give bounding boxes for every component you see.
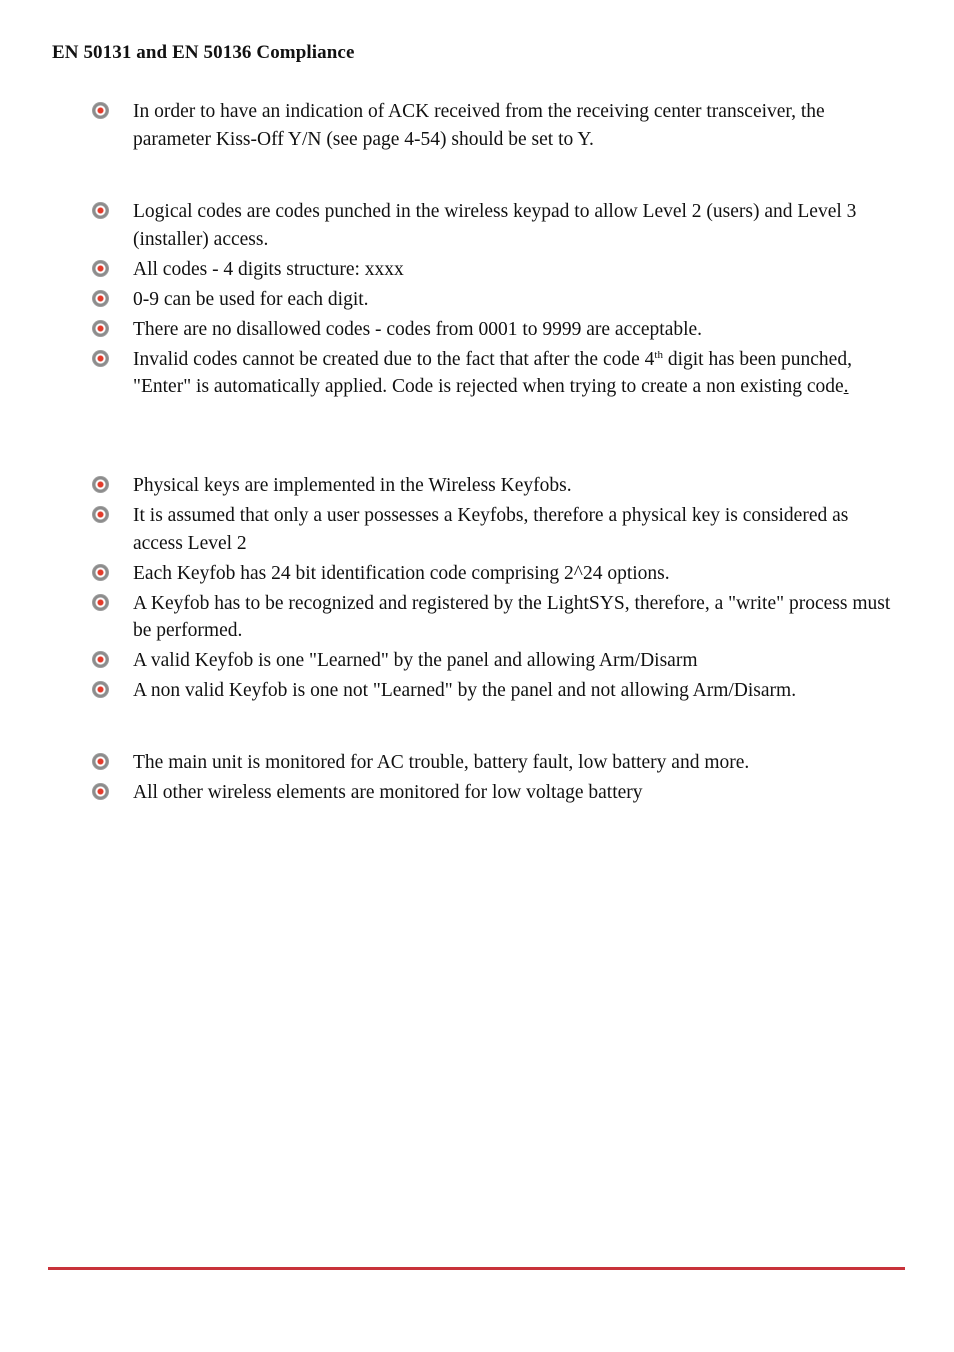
- list-item-text: All codes - 4 digits structure: xxxx: [133, 258, 404, 280]
- target-bullet-icon: [92, 350, 109, 367]
- target-bullet-icon: [92, 102, 109, 119]
- list-item: [90, 590, 902, 645]
- list-item: [90, 198, 902, 253]
- list-item: [90, 749, 902, 777]
- target-bullet-icon: [92, 202, 109, 219]
- list-item: [90, 256, 902, 284]
- list-item: [90, 346, 902, 401]
- page-title: EN 50131 and EN 50136 Compliance: [52, 42, 355, 63]
- list-item-text: Logical codes are codes punched in the wireless keypad to allow Level 2 (users) and Level 3 (installer) access.: [133, 201, 857, 250]
- list-item-text: In order to have an indication of ACK received from the receiving center transceiver, the parameter Kiss-Off Y/N (see page 4-54) should be set to Y.: [133, 101, 825, 150]
- list-item-text: A non valid Keyfob is one not "Learned" by the panel and not allowing Arm/Disarm.: [133, 680, 797, 701]
- bullet-list-logical-codes: [90, 198, 902, 403]
- list-item: [90, 502, 902, 557]
- list-item: [90, 779, 902, 807]
- target-bullet-icon: [92, 594, 109, 611]
- target-bullet-icon: [92, 320, 109, 337]
- list-item: [90, 677, 902, 705]
- target-bullet-icon: [92, 753, 109, 770]
- superscript-th: th: [654, 348, 663, 361]
- target-bullet-icon: [92, 506, 109, 523]
- list-item-text: A Keyfob has to be recognized and registered by the LightSYS, therefore, a "write" process must be performed.: [133, 592, 891, 641]
- target-bullet-icon: [92, 681, 109, 698]
- list-item-text: There are no disallowed codes - codes from 0001 to 9999 are acceptable.: [133, 318, 703, 340]
- list-item-text: It is assumed that only a user possesses a Keyfobs, therefore a physical key is considered as access Level 2: [133, 505, 849, 554]
- target-bullet-icon: [92, 783, 109, 800]
- target-bullet-icon: [92, 564, 109, 581]
- target-bullet-icon: [92, 290, 109, 307]
- invalid-codes-text-part1: Invalid codes cannot be created due to the fact that after the code 4: [133, 348, 655, 370]
- list-item-text: 0-9 can be used for each digit.: [133, 288, 369, 310]
- list-item: [90, 98, 902, 153]
- list-item-text: Physical keys are implemented in the Wireless Keyfobs.: [133, 475, 572, 496]
- list-item: [90, 286, 902, 314]
- target-bullet-icon: [92, 651, 109, 668]
- list-item-text: Each Keyfob has 24 bit identification code comprising 2^24 options.: [133, 562, 670, 584]
- list-item: [90, 560, 902, 588]
- underlined-period: .: [843, 376, 849, 397]
- list-item: [90, 472, 902, 500]
- list-item: [90, 647, 902, 675]
- list-item-text: The main unit is monitored for AC trouble, battery fault, low battery and more.: [133, 752, 750, 773]
- target-bullet-icon: [92, 476, 109, 493]
- list-item-text: A valid Keyfob is one "Learned" by the panel and allowing Arm/Disarm: [133, 650, 698, 671]
- target-bullet-icon: [92, 260, 109, 277]
- invalid-codes-text-part2: digit has been punched, "Enter" is automatically applied. Code is rejected when trying to create a non existing code: [133, 348, 852, 397]
- bullet-list-monitoring: [90, 749, 902, 809]
- list-item-text: All other wireless elements are monitored for low voltage battery: [133, 782, 643, 803]
- footer-divider: [48, 1267, 905, 1270]
- bullet-list-ack: [90, 98, 902, 156]
- list-item: [90, 316, 902, 344]
- bullet-list-physical-keys: [90, 472, 902, 707]
